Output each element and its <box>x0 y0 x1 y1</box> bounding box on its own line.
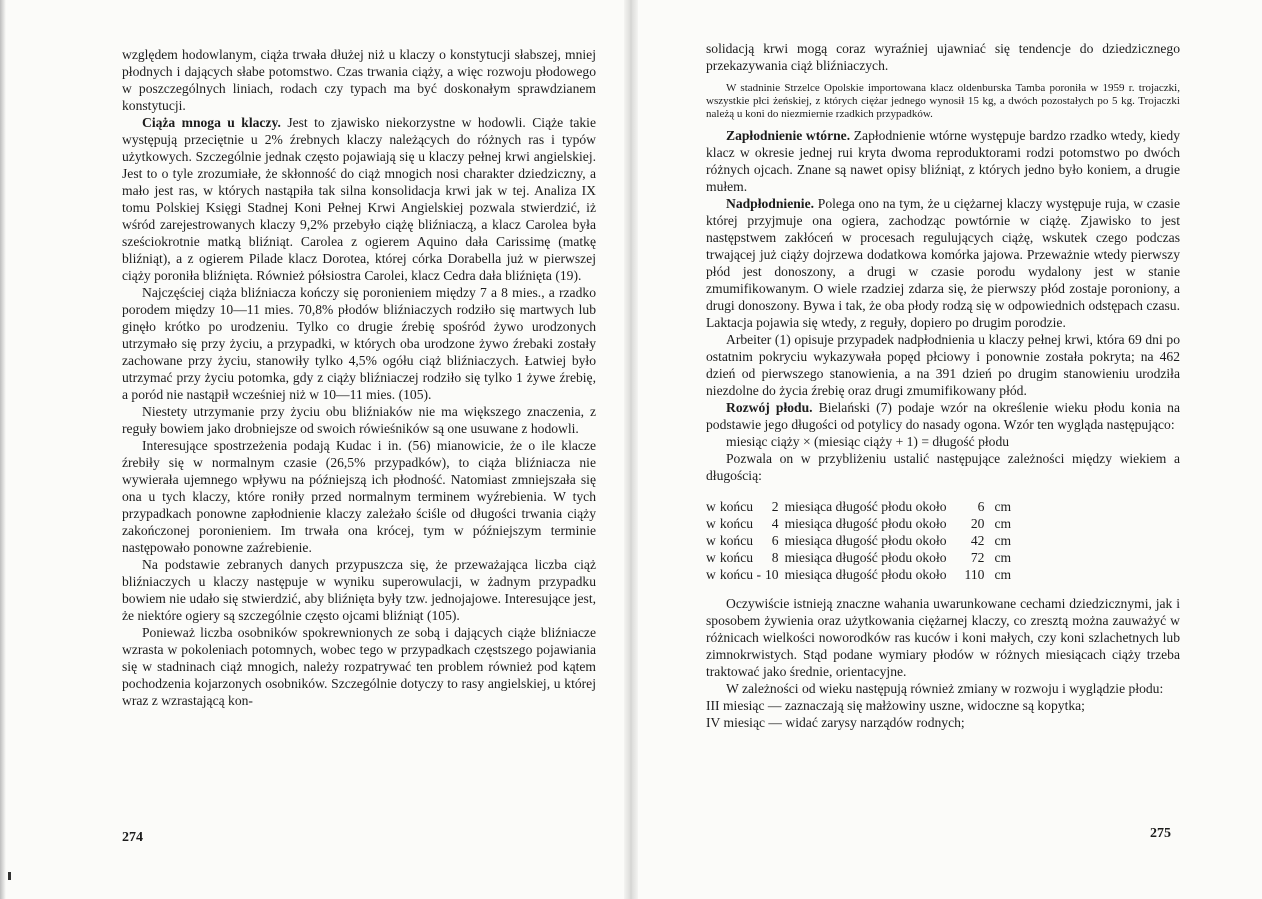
table-row <box>706 515 1015 532</box>
table-row <box>706 498 1015 515</box>
heading-multiple-pregnancy: Ciąża mnoga u klaczy. <box>142 115 281 130</box>
size-length: 72 <box>970 550 985 565</box>
size-word: końcu <box>719 499 754 514</box>
size-length: 42 <box>970 533 985 548</box>
size-unit: cm <box>994 567 1012 582</box>
size-w: w <box>706 550 716 565</box>
size-label: miesiąca długość płodu około <box>784 567 947 582</box>
paragraph-fetal-growth <box>706 399 1180 433</box>
paragraph-multiple-text: Jest to zjawisko niekorzystne w hodowli. Ciąże takie występują przeciętnie u 2% źrebnych klaczy należących do różnych ras i typów użytkowych. Szczególnie jednak często pojawiają się u klaczy pełnej krwi angielskiej. Jest to o tyle zrozumiałe, że skłonność do ciąż mnogich nosi charakter dziedziczny, a mało jest ras, w których nastąpiła tak silna konsolidacja krwi jak w tej. Analiza IX tomu Polskiej Księgi Stadnej Koni Pełnej Krwi Angielskiej pozwala stwierdzić, iż wśród zarejestrowanych klaczy 9,2% przebyło ciążę bliźniaczą, a klacz Carolea była sześciokrotnie matką bliźniąt. Carolea z ogierem Aquino dała Carissimę (matkę bliźniąt), a z ogierem Pilade klacz Dorotea, której córka Dorabella już w pierwszej ciąży poroniła bliźnięta. Również półsiostra Carolei, klacz Cedra dała bliźnięta (19). <box>122 115 596 283</box>
size-unit: cm <box>994 516 1012 531</box>
paragraph-constitution: względem hodowlanym, ciąża trwała dłużej niż u klaczy o konstytucji słabszej, mniej płodnych i dających słabe potomstwo. Czas trwania ciąży, a więc rozwoju płodowego w poszczególnych liniach, rodach czy typach ma być doskonałym sprawdzianem konstytucji. <box>122 47 596 113</box>
page-number-left: 274 <box>122 830 143 845</box>
size-unit: cm <box>994 550 1012 565</box>
size-month: 4 <box>771 516 779 531</box>
size-month: 8 <box>771 550 779 565</box>
size-word: końcu - <box>719 567 761 582</box>
size-length: 6 <box>977 499 985 514</box>
paragraph-kudac-observations: Interesujące spostrzeżenia podają Kudac i in. (56) mianowicie, że o ile klacze źrebiły się w normalnym czasie (26,5% przypadków), to ciąża bliźniacza nie wywierała ujemnego wpływu na późniejszą ich płodność. Natomiast zmniejszała się ona u tych klaczy, które roniły przed normalnym terminem wyźrebienia. W tych przypadkach ponowne zapłodnienie klaczy zależało ściśle od długości trwania ciąży zakończonej poronieniem. Im trwała ona krócej, tym w późniejszym terminie następowało ponowne zaźrebienie. <box>122 438 596 555</box>
heading-superfetation: Nadpłodnienie. <box>726 196 815 211</box>
size-length: 110 <box>964 567 985 582</box>
left-text-column <box>122 46 596 709</box>
size-unit: cm <box>994 499 1012 514</box>
right-text-column <box>706 40 1180 731</box>
fetal-size-table <box>706 498 1015 583</box>
heading-fetal-growth: Rozwój płodu. <box>726 400 813 415</box>
table-row <box>706 532 1015 549</box>
paragraph-arbeiter: Arbeiter (1) opisuje przypadek nadpłodnienia u klaczy pełnej krwi, która 69 dni po ostatnim pokryciu wykazywała popęd płciowy i ponownie została pokryta; na 462 dzień od pierwszego stanowienia, a na 391 dzień po drugim stanowieniu urodziła niezdolne do życia źrebię oraz drugi zmumifikowany płód. <box>706 332 1180 398</box>
line-month-four: IV miesiąc — widać zarysy narządów rodnych; <box>706 715 965 730</box>
paragraph-twin-survival: Niestety utrzymanie przy życiu obu bliźniaków nie ma większego znaczenia, z reguły bowiem jako drobniejsze od swoich rówieśników są one usuwane z hodowli. <box>122 404 596 436</box>
page-number-right: 275 <box>1150 826 1171 841</box>
size-label: miesiąca długość płodu około <box>784 533 947 548</box>
size-word: końcu <box>719 533 754 548</box>
size-w: w <box>706 516 716 531</box>
size-unit: cm <box>994 533 1012 548</box>
paragraph-variation: Oczywiście istnieją znaczne wahania uwarunkowane cechami dziedzicznymi, jak i sposobem żywienia oraz użytkowania ciężarnej klaczy, co zresztą można zauważyć w różnicach wielkości noworodków ras kuców i koni małych, czy koni szlachetnych lub zimnokrwistych. Stąd podane wymiary płodów w różnych miesiącach ciąży trzeba traktować jako średnie, orientacyjne. <box>706 596 1180 679</box>
size-w: w <box>706 533 716 548</box>
size-month: 2 <box>771 499 779 514</box>
size-label: miesiąca długość płodu około <box>784 550 947 565</box>
table-row <box>706 549 1015 566</box>
size-month: 6 <box>771 533 779 548</box>
fetal-growth-text: Bielański (7) podaje wzór na określenie wieku płodu konia na podstawie jego długości od potylicy do nasady ogona. Wzór ten wygląda następująco: <box>706 400 1180 432</box>
footnote-tamba: W stadninie Strzelce Opolskie importowana klacz oldenburska Tamba poroniła w 1959 r. trojaczki, wszystkie płci żeńskiej, z których ciężar jednego wynosił 15 kg, a dwóch pozostałych po 5 kg. Trojaczki należą u koni do niezmiernie rzadkich przypadków. <box>706 82 1180 120</box>
size-label: miesiąca długość płodu około <box>784 499 947 514</box>
size-word: końcu <box>719 516 754 531</box>
size-month: 10 <box>764 567 779 582</box>
line-month-three: III miesiąc — zaznaczają się małżowiny uszne, widoczne są kopytka; <box>706 698 1085 713</box>
paragraph-superfetation <box>706 195 1180 331</box>
left-page-edge <box>0 0 6 899</box>
secondary-fertilization-text: Zapłodnienie wtórne występuje bardzo rzadko wtedy, kiedy klacz w okresie jednej rui kryta dwoma reproduktorami rodzi potomstwo po dwóch różnych ojcach. Znane są nawet opisy bliźniąt, z których jedno było koniem, a drugie mułem. <box>706 128 1180 194</box>
size-label: miesiąca długość płodu około <box>784 516 947 531</box>
scan-mark <box>8 872 11 880</box>
paragraph-secondary-fertilization <box>706 127 1180 195</box>
paragraph-approximation: Pozwala on w przybliżeniu ustalić następujące zależności między wiekiem a długością: <box>706 451 1180 483</box>
paragraph-twin-outcome: Najczęściej ciąża bliźniacza kończy się poronieniem między 7 a 8 mies., a rzadko porodem między 10—11 mies. 70,8% płodów bliźniaczych rodziło się martwych lub ginęło krótko po urodzeniu. Tylko co drugie źrebię spośród żywo urodzonych utrzymało się przy życiu, a przypadki, w których oba urodzone żywo źrebaki zostały zachowane przy życiu, stanowiły tylko 4,5% ogółu ciąż bliźniaczych. Łatwiej było utrzymać przy życiu potomka, gdy z ciąży bliźniaczej rodziło się tylko 1 żywe źrebię, a poród nie nastąpił wcześniej niż w 10—11 mies. (105). <box>122 285 596 402</box>
heading-secondary-fertilization: Zapłodnienie wtórne. <box>726 128 851 143</box>
paragraph-consolidation: solidacją krwi mogą coraz wyraźniej ujawniać się tendencje do dziedzicznego przekazywania ciąż bliźniaczych. <box>706 41 1180 73</box>
size-length: 20 <box>970 516 985 531</box>
right-page <box>631 0 1262 899</box>
formula-fetal-length: miesiąc ciąży × (miesiąc ciąży + 1) = długość płodu <box>726 434 1010 449</box>
size-word: końcu <box>719 550 754 565</box>
superfetation-text: Polega ono na tym, że u ciężarnej klaczy występuje ruja, w czasie której przyjmuje ona ogiera, zachodząc powtórnie w ciążę. Zjawisko to jest następstwem zakłóceń w procesach regulujących ciążę, wskutek czego podczas trwającej już ciąży dojrzewa dodatkowa komórka jajowa. Przeważnie wtedy pierwszy płód jest donoszony, a drugi w czasie porodu wydalony jest w stanie zmumifikowanym. O wiele rzadziej zdarza się, że pierwszy płód zostaje poroniony, a drugi donoszony. Bywa i tak, że oba płody rodzą się w odpowiednich odstępach czasu. Laktacja pojawia się wtedy, z reguły, dopiero po drugim porodzie. <box>706 196 1180 330</box>
size-w: w <box>706 567 716 582</box>
paragraph-related-individuals: Ponieważ liczba osobników spokrewnionych ze sobą i dających ciąże bliźniacze wzrasta w pokoleniach potomnych, wobec tego w przypadkach częstszego pojawiania się w stadninach ciąż mnogich, należy rozpatrywać ten problem również pod kątem pochodzenia kojarzonych osobników. Szczególnie dotyczy to rasy angielskiej, u której wraz z wzrastającą kon- <box>122 625 596 708</box>
paragraph-development-changes: W zależności od wieku następują również zmiany w rozwoju i wyglądzie płodu: <box>726 681 1164 696</box>
table-row <box>706 566 1015 583</box>
paragraph-multiple-pregnancy <box>122 114 596 284</box>
size-w: w <box>706 499 716 514</box>
paragraph-superovulation: Na podstawie zebranych danych przypuszcza się, że przeważająca liczba ciąż bliźniaczych u klaczy następuje w wyniku superowulacji, w żadnym przypadku bowiem nie udało się stwierdzić, aby bliźnięta były tzw. jednojajowe. Interesujące jest, że niektóre ogiery są szczególnie często ojcami bliźniąt (105). <box>122 557 596 623</box>
book-gutter <box>624 0 638 899</box>
